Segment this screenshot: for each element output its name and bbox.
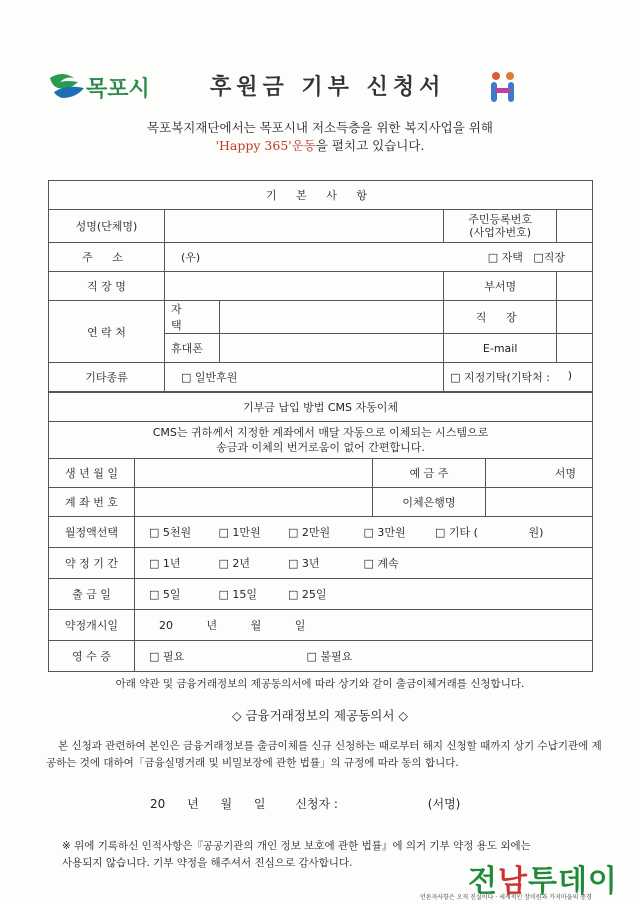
consent-text: 본 신청과 관련하여 본인은 금융거래정보를 출금이체를 신규 신청하는 때로부터 해지 신청할 때까지 상기 수납기관에 제공하는 것에 대하여「금융실명거래 및 비밀보장에 관한 법률」의 규정에 따라 동의 합니다. bbox=[46, 740, 602, 769]
mobile-label: 휴대폰 bbox=[165, 334, 220, 363]
signature-date: 20 년 월 일 bbox=[150, 797, 266, 811]
watermark-slogan: 언론자사항은 오직 진실이다 · 세계적인 장미원과 가지마을의 중경 bbox=[420, 894, 592, 901]
receipt-not-needed[interactable]: □ 불필요 bbox=[306, 650, 353, 663]
amount-30000[interactable]: □ 3만원 bbox=[363, 526, 406, 539]
sign-label: 서명 bbox=[554, 467, 576, 480]
designated-donation-cell bbox=[444, 363, 593, 392]
cms-desc-1: CMS는 귀하께서 지정한 계좌에서 매달 자동으로 이체되는 시스템으로 bbox=[152, 426, 489, 439]
signature-seal[interactable]: (서명) bbox=[427, 797, 461, 811]
mokpo-logo-icon bbox=[48, 68, 88, 104]
depositor-label: 예 금 주 bbox=[373, 459, 486, 488]
withdraw-label: 출 금 일 bbox=[49, 579, 135, 610]
depositor-sign-field[interactable] bbox=[486, 459, 593, 488]
period-3year[interactable]: □ 3년 bbox=[288, 557, 320, 570]
signature-line bbox=[150, 795, 460, 812]
amount-options bbox=[135, 517, 593, 548]
dept-label: 부서명 bbox=[444, 272, 557, 301]
page-title: 후원금 기부 신청서 bbox=[210, 74, 446, 100]
start-date-field[interactable]: 20 년 월 일 bbox=[135, 610, 593, 641]
amount-5000[interactable]: □ 5천원 bbox=[149, 526, 192, 539]
foundation-logo-icon bbox=[486, 70, 522, 106]
amount-other-close: 원) bbox=[528, 526, 544, 539]
bank-field[interactable] bbox=[486, 488, 593, 517]
intro-line-1: 목포복지재단에서는 목포시내 저소득층을 위한 복지사업을 위해 bbox=[147, 120, 493, 135]
contact-label: 연 락 처 bbox=[49, 301, 165, 363]
work-checkbox[interactable]: □직장 bbox=[533, 251, 566, 264]
agreement-text: 아래 약관 및 금융거래정보의 제공동의서에 따라 상기와 같이 출금이체거래를 신청합니다. bbox=[115, 678, 525, 690]
privacy-footnote: ※ 위에 기록하신 인적사항은『공공기관의 개인 정보 보호에 관한 법률』에 의거 기부 약정 용도 외에는 사용되지 않습니다. 기부 약정을 해주셔서 진심으로 감사합니다. bbox=[62, 840, 531, 869]
designated-donation-checkbox[interactable]: □ 지정기탁(기탁처 : bbox=[450, 371, 550, 384]
address-type-options bbox=[488, 249, 586, 265]
period-1year[interactable]: □ 1년 bbox=[149, 557, 181, 570]
payment-table bbox=[48, 392, 593, 672]
home-phone-label: 자 택 bbox=[165, 301, 220, 334]
watermark-char-1: 전 bbox=[468, 864, 498, 899]
dob-label: 생 년 월 일 bbox=[49, 459, 135, 488]
happy365-text: 'Happy 365'운동 bbox=[215, 138, 316, 153]
email-field[interactable] bbox=[557, 334, 593, 363]
period-continuous[interactable]: □ 계속 bbox=[363, 557, 399, 570]
receipt-options bbox=[135, 641, 593, 672]
period-label: 약 정 기 간 bbox=[49, 548, 135, 579]
intro-line-2-rest: 을 펼치고 있습니다. bbox=[315, 138, 425, 153]
day-15[interactable]: □ 15일 bbox=[218, 588, 258, 601]
designated-close: ) bbox=[567, 369, 572, 382]
basic-info-table bbox=[48, 180, 593, 392]
dob-field[interactable] bbox=[135, 459, 373, 488]
amount-20000[interactable]: □ 2만원 bbox=[288, 526, 331, 539]
day-5[interactable]: □ 5일 bbox=[149, 588, 181, 601]
home-checkbox[interactable]: □ 자택 bbox=[487, 251, 523, 264]
home-phone-field[interactable] bbox=[220, 301, 444, 334]
watermark-char-2: 남 bbox=[497, 864, 528, 899]
basic-heading: 기 본 사 항 bbox=[49, 181, 593, 210]
cms-description bbox=[49, 422, 593, 459]
email-label: E-mail bbox=[444, 334, 557, 363]
receipt-needed[interactable]: □ 필요 bbox=[149, 650, 185, 663]
workplace-label: 직 장 명 bbox=[49, 272, 165, 301]
amount-10000[interactable]: □ 1만원 bbox=[218, 526, 261, 539]
cms-desc-2: 송금과 이체의 번거로움이 없어 간편합니다. bbox=[216, 441, 425, 454]
mobile-field[interactable] bbox=[220, 334, 444, 363]
intro-line-2 bbox=[0, 136, 640, 154]
period-options bbox=[135, 548, 593, 579]
id-label: 주민등록번호 (사업자번호) bbox=[444, 210, 557, 243]
day-25[interactable]: □ 25일 bbox=[288, 588, 327, 601]
bank-label: 이체은행명 bbox=[373, 488, 486, 517]
name-label: 성명(단체명) bbox=[49, 210, 165, 243]
id-field[interactable] bbox=[557, 210, 593, 243]
address-field[interactable] bbox=[165, 243, 593, 272]
account-field[interactable] bbox=[135, 488, 373, 517]
applicant-label: 신청자 : bbox=[295, 797, 338, 811]
receipt-label: 영 수 증 bbox=[49, 641, 135, 672]
watermark-rest: 투데이 bbox=[527, 864, 618, 899]
consent-title: ◇ 금융거래정보의 제공동의서 ◇ bbox=[231, 708, 409, 723]
other-type-label: 기타종류 bbox=[49, 363, 165, 392]
workplace-field[interactable] bbox=[165, 272, 444, 301]
payment-heading: 기부금 납입 방법 CMS 자동이체 bbox=[49, 393, 593, 422]
start-label: 약정개시일 bbox=[49, 610, 135, 641]
address-label: 주 소 bbox=[49, 243, 165, 272]
general-donation-checkbox[interactable]: □ 일반후원 bbox=[165, 363, 444, 392]
period-2year[interactable]: □ 2년 bbox=[218, 557, 251, 570]
amount-other[interactable]: □ 기타 ( bbox=[435, 526, 478, 539]
work-phone-field[interactable] bbox=[557, 301, 593, 334]
zip-prefix: (우) bbox=[181, 251, 201, 264]
amount-label: 월정액선택 bbox=[49, 517, 135, 548]
account-label: 계 좌 번 호 bbox=[49, 488, 135, 517]
withdraw-options bbox=[135, 579, 593, 610]
dept-field[interactable] bbox=[557, 272, 593, 301]
name-field[interactable] bbox=[165, 210, 444, 243]
logo-text: 목포시 bbox=[86, 77, 150, 102]
work-phone-label: 직 장 bbox=[444, 301, 557, 334]
